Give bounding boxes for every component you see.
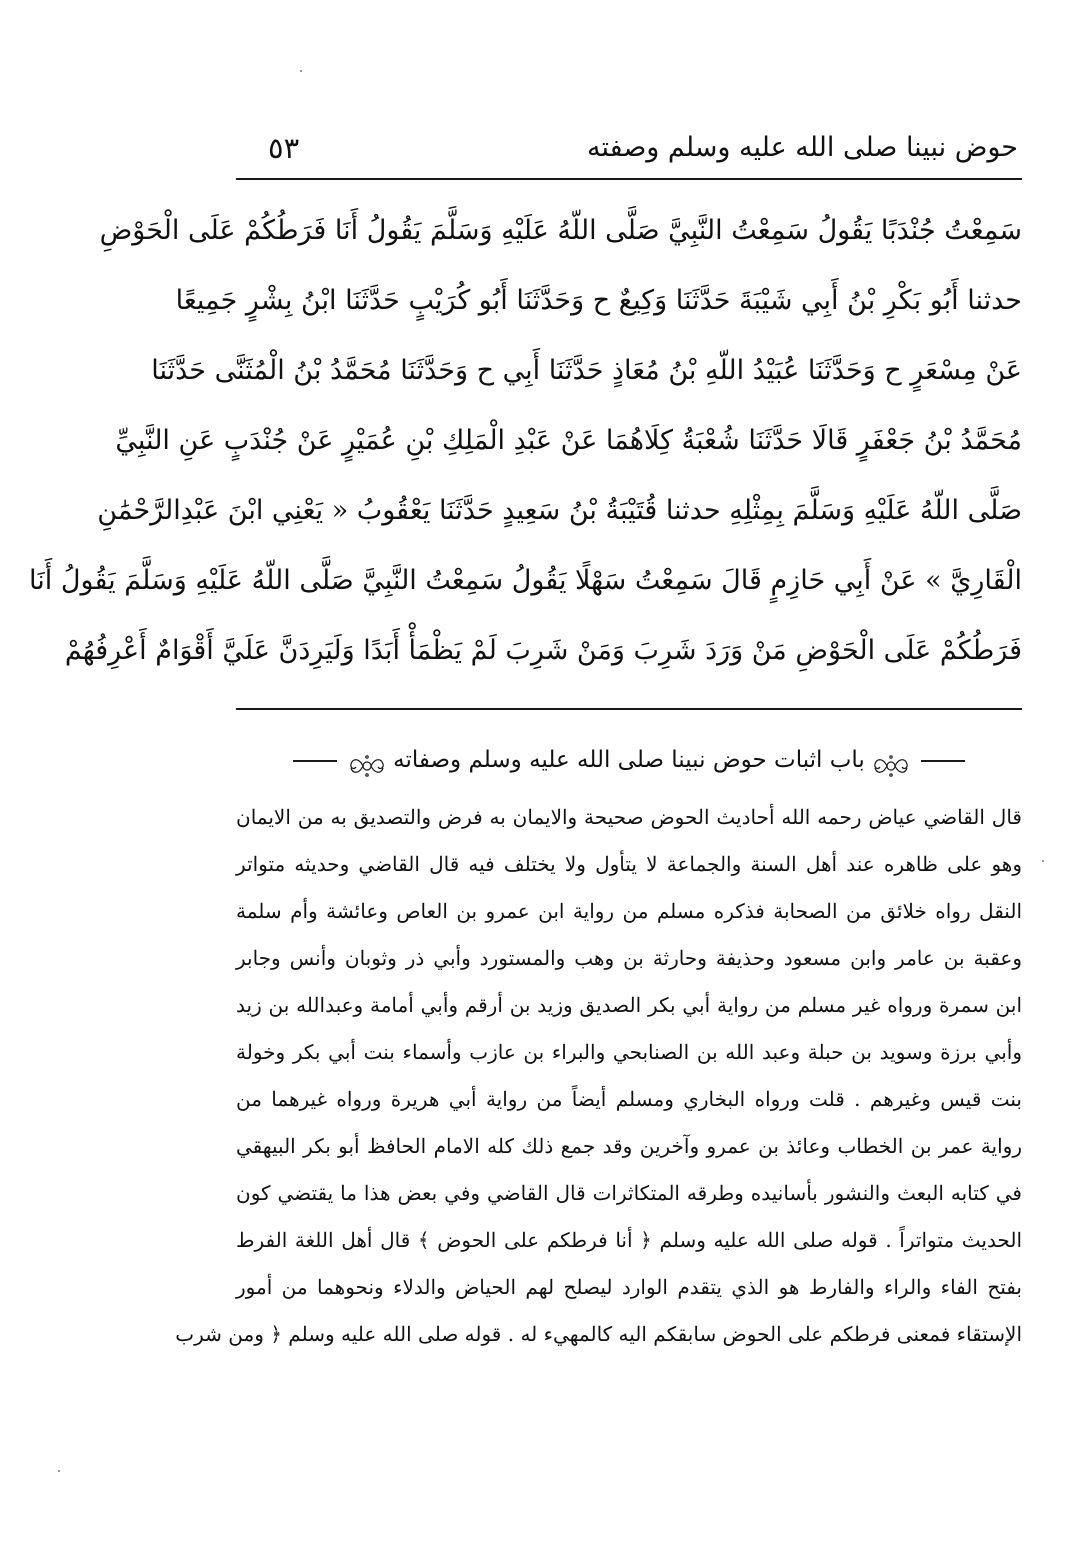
commentary-line: بفتح الفاء والراء والفارط هو الذي يتقدم الوارد ليصلح لهم الحياض والدلاء ونحوهما من أمور: [236, 1275, 1022, 1299]
scan-speck: [58, 1470, 60, 1472]
chapter-heading-text: باب اثبات حوض نبينا صلى الله عليه وسلم وصفاته: [393, 747, 865, 773]
hadith-line: الْقَارِيَّ » عَنْ أَبِي حَازِمٍ قَالَ سَمِعْتُ سَهْلًا يَقُولُ سَمِعْتُ النَّبِيَّ صَلَّى اللّهُ عَلَيْهِ وَسَلَّمَ يَقُولُ أَنَا: [29, 565, 1022, 596]
commentary-line: في كتابه البعث والنشور بأسانيده وطرقه المتكاثرات قال القاضي وفي بعض هذا ما يقتضي كون: [236, 1181, 1022, 1205]
left-dash: [921, 760, 965, 762]
hadith-line: فَرَطُكُمْ عَلَى الْحَوْضِ مَنْ وَرَدَ شَرِبَ وَمَنْ شَرِبَ لَمْ يَظْمَأْ أَبَدًا وَلَيَرِدَنَّ عَلَيَّ أَقْوَامٌ أَعْرِفُهُمْ: [64, 635, 1022, 666]
commentary-line: الحديث متواتراً . قوله صلى الله عليه وسلم ﴿ أنا فرطكم على الحوض ﴾ قال أهل اللغة الفرط: [236, 1228, 1022, 1252]
commentary-line: وهو على ظاهره عند أهل السنة والجماعة لا يتأول ولا يختلف فيه قال القاضي وحديثه متواتر: [236, 852, 1022, 876]
commentary-line: وأبي برزة وسويد بن حبلة وعبد الله بن الصنابحي والبراء بن عازب وأسماء بنت أبي بكر وخولة: [236, 1040, 1022, 1064]
commentary-text-block: [175, 794, 1022, 1358]
running-header-title: حوض نبينا صلى الله عليه وسلم وصفته: [587, 132, 1018, 163]
floral-ornament-icon: [871, 749, 911, 773]
running-header: [236, 128, 1018, 174]
chapter-heading: [236, 738, 1022, 782]
commentary-line: النقل رواه خلائق من الصحابة فذكره مسلم من رواية ابن عمرو بن العاص وعائشة وأم سلمة: [236, 899, 1022, 923]
page-number: ٥٣: [268, 131, 300, 165]
hadith-line: مُحَمَّدُ بْنُ جَعْفَرٍ قَالَا حَدَّثَنَا شُعْبَةُ كِلَاهُمَا عَنْ عَبْدِ الْمَلِكِ بْنِ عُمَيْرٍ عَنْ جُنْدَبٍ عَنِ النَّبِيِّ: [115, 425, 1022, 456]
commentary-line: وعقبة بن عامر وابن مسعود وحذيفة وحارثة بن وهب والمستورد وأبي ذر وثوبان وأنس وجابر: [236, 946, 1022, 970]
hadith-line: عَنْ مِسْعَرٍ ح وَحَدَّثَنَا عُبَيْدُ اللّهِ بْنُ مُعَاذٍ حَدَّثَنَا أَبِي ح وَحَدَّثَنَا مُحَمَّدُ بْنُ الْمُثَنَّى حَدَّثَنَا: [151, 355, 1022, 386]
commentary-line: رواية عمر بن الخطاب وعائذ بن عمرو وآخرين وقد جمع ذلك كله الامام الحافظ أبو بكر البيهقي: [236, 1134, 1022, 1158]
hadith-line: صَلَّى اللّهُ عَلَيْهِ وَسَلَّمَ بِمِثْلِهِ حدثنا قُتَيْبَةُ بْنُ سَعِيدٍ حَدَّثَنَا يَعْقُوبُ « يَعْنِي ابْنَ عَبْدِالرَّحْمَٰنِ: [97, 495, 1022, 526]
right-dash: [293, 760, 337, 762]
section-divider-rule: [236, 708, 1022, 710]
floral-ornament-icon: [347, 749, 387, 773]
header-rule: [236, 178, 1022, 180]
scan-speck: [1042, 860, 1044, 862]
commentary-line: ابن سمرة ورواه غير مسلم من رواية أبي بكر الصديق وزيد بن أرقم وأبي أمامة وعبدالله بن زيد: [236, 993, 1022, 1017]
scan-speck: [300, 70, 302, 72]
hadith-text-block: [29, 196, 1022, 686]
commentary-line: بنت قيس وغيرهم . قلت ورواه البخاري ومسلم أيضاً من رواية أبي هريرة ورواه غيرهما من: [236, 1087, 1022, 1111]
hadith-line: سَمِعْتُ جُنْدَبًا يَقُولُ سَمِعْتُ النَّبِيَّ صَلَّى اللّهُ عَلَيْهِ وَسَلَّمَ يَقُولُ أَنَا فَرَطُكُمْ عَلَى الْحَوْضِ: [99, 215, 1022, 246]
commentary-line: قال القاضي عياض رحمه الله أحاديث الحوض صحيحة والايمان به فرض والتصديق به من الايمان: [236, 805, 1022, 829]
commentary-line: الإستقاء فمعنى فرطكم على الحوض سابقكم اليه كالمهيء له . قوله صلى الله عليه وسلم ﴿ ومن شرب: [175, 1322, 1022, 1346]
hadith-line: حدثنا أَبُو بَكْرِ بْنُ أَبِي شَيْبَةَ حَدَّثَنَا وَكِيعٌ ح وَحَدَّثَنَا أَبُو كُرَيْبٍ حَدَّثَنَا ابْنُ بِشْرٍ جَمِيعًا: [175, 285, 1022, 316]
